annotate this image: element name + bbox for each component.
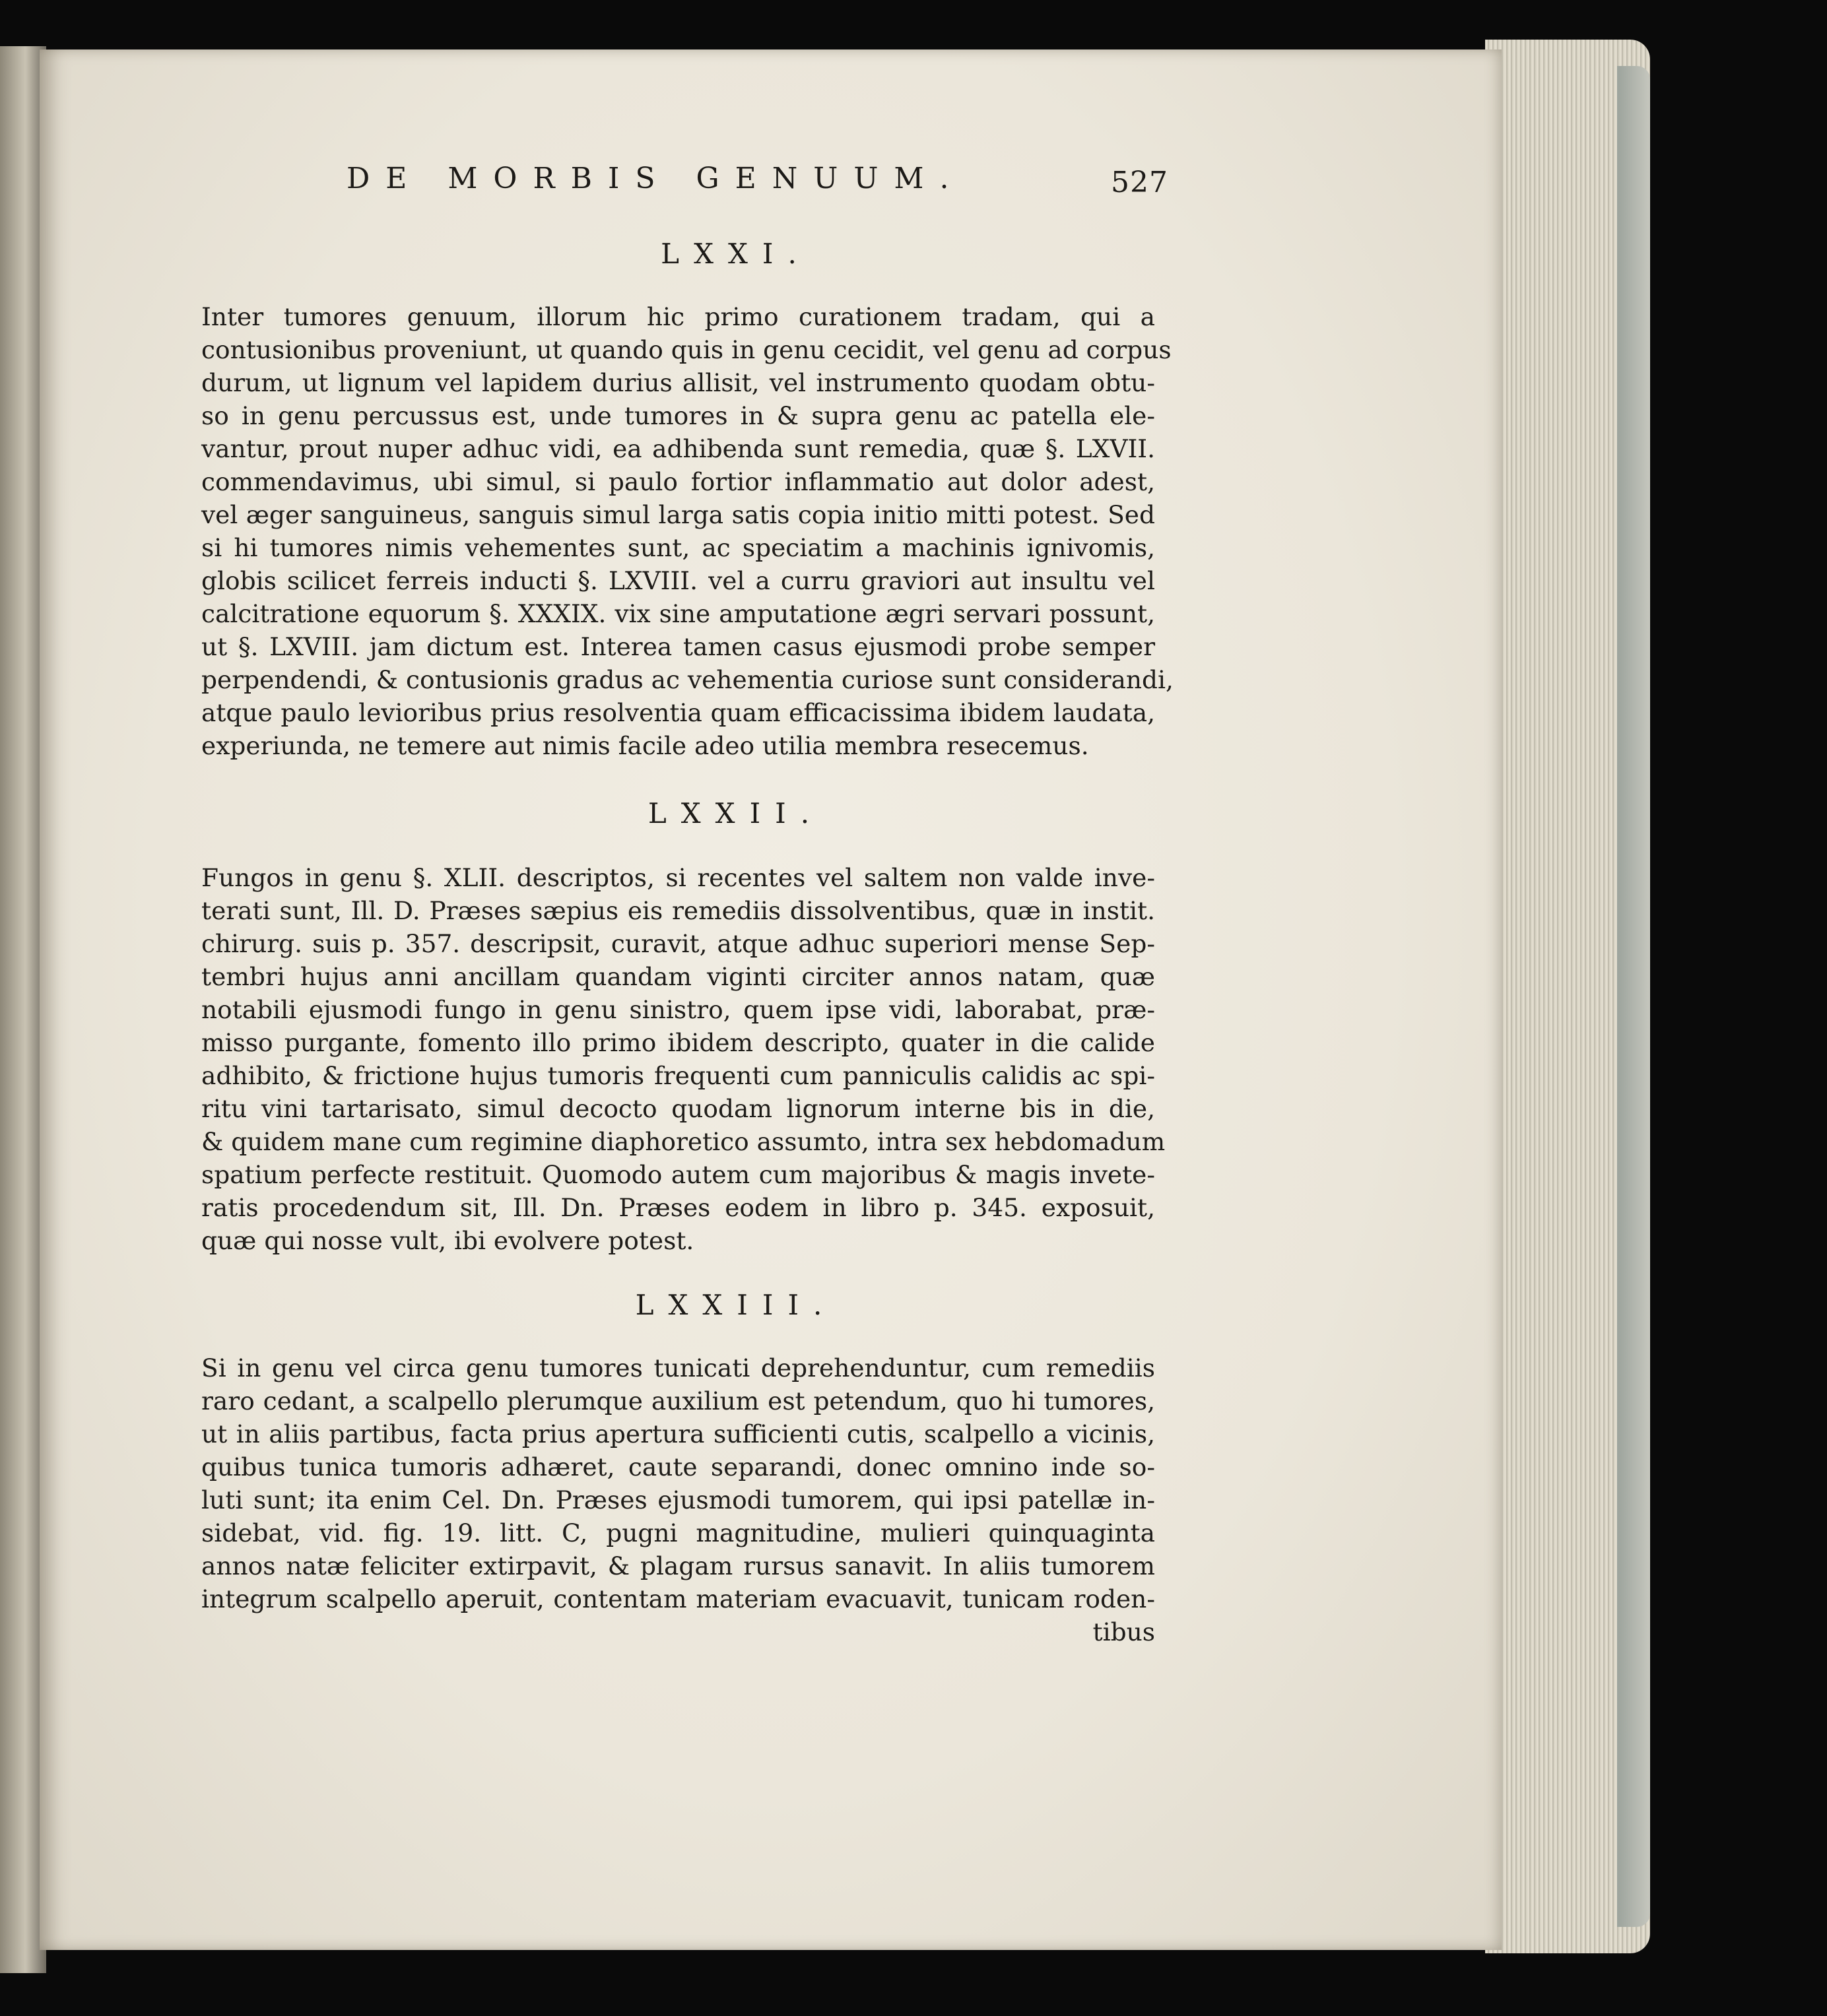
- catchword: tibus: [1092, 1617, 1155, 1646]
- running-title: DE MORBIS GENUUM.: [347, 162, 965, 195]
- text-line: & quidem mane cum regimine diaphoretico assumto, intra sex hebdomadum: [201, 1127, 1166, 1156]
- text-line: quæ qui nosse vult, ibi evolvere potest.: [201, 1226, 694, 1255]
- text-line: spatium perfecte restituit. Quomodo autem cum majoribus & magis invete-: [201, 1160, 1155, 1189]
- text-line: tembri hujus anni ancillam quandam viginti circiter annos natam, quæ: [201, 962, 1155, 991]
- section-paragraph: [201, 1351, 1155, 1648]
- text-line: perpendendi, & contusionis gradus ac vehementia curiose sunt considerandi,: [201, 665, 1174, 694]
- text-line: quibus tunica tumoris adhæret, caute separandi, donec omnino inde so-: [201, 1452, 1155, 1481]
- text-line: atque paulo levioribus prius resolventia quam efficacissima ibidem laudata,: [201, 698, 1155, 727]
- text-line: durum, ut lignum vel lapidem durius allisit, vel instrumento quodam obtu-: [201, 368, 1155, 397]
- text-line: terati sunt, Ill. D. Præses sæpius eis remediis dissolventibus, quæ in instit.: [201, 896, 1155, 925]
- text-line: vantur, prout nuper adhuc vidi, ea adhibenda sunt remedia, quæ §. LXVII.: [201, 434, 1155, 463]
- text-line: Inter tumores genuum, illorum hic primo curationem tradam, qui a: [201, 302, 1155, 331]
- text-line: Si in genu vel circa genu tumores tunicati deprehenduntur, cum remediis: [201, 1353, 1155, 1382]
- text-line: raro cedant, a scalpello plerumque auxilium est petendum, quo hi tumores,: [201, 1386, 1155, 1415]
- text-line: so in genu percussus est, unde tumores in & supra genu ac patella ele-: [201, 401, 1155, 430]
- text-line: contusionibus proveniunt, ut quando quis in genu cecidit, vel genu ad corpus: [201, 335, 1172, 364]
- text-line: notabili ejusmodi fungo in genu sinistro, quem ipse vidi, laborabat, præ-: [201, 995, 1155, 1024]
- text-line: ratis procedendum sit, Ill. Dn. Præses eodem in libro p. 345. exposuit,: [201, 1193, 1155, 1222]
- text-line: adhibito, & frictione hujus tumoris frequenti cum panniculis calidis ac spi-: [201, 1061, 1155, 1090]
- text-line: sidebat, vid. fig. 19. litt. C, pugni magnitudine, mulieri quinquaginta: [201, 1518, 1155, 1547]
- text-line: annos natæ feliciter extirpavit, & plagam rursus sanavit. In aliis tumorem: [201, 1551, 1155, 1580]
- text-line: chirurg. suis p. 357. descripsit, curavit, atque adhuc superiori mense Sep-: [201, 929, 1155, 958]
- text-line: si hi tumores nimis vehementes sunt, ac speciatim a machinis ignivomis,: [201, 533, 1155, 562]
- section-heading: LXXII.: [648, 797, 824, 829]
- page-number: 527: [1111, 166, 1168, 199]
- text-line: ritu vini tartarisato, simul decocto quodam lignorum interne bis in die,: [201, 1094, 1155, 1123]
- book-fore-edge: [1485, 40, 1650, 1953]
- text-line: Fungos in genu §. XLII. descriptos, si recentes vel saltem non valde inve-: [201, 863, 1155, 892]
- text-line: integrum scalpello aperuit, contentam materiam evacuavit, tunicam roden-: [201, 1584, 1155, 1613]
- section-heading: LXXI.: [661, 238, 811, 270]
- text-line: ut §. LXVIII. jam dictum est. Interea tamen casus ejusmodi probe semper: [201, 632, 1155, 661]
- text-line: misso purgante, fomento illo primo ibidem descripto, quater in die calide: [201, 1028, 1155, 1057]
- section-paragraph: [201, 300, 1174, 762]
- running-head: [347, 162, 1168, 208]
- text-line: globis scilicet ferreis inducti §. LXVIII. vel a curru graviori aut insultu vel: [201, 566, 1155, 595]
- text-line: ut in aliis partibus, facta prius apertura sufficienti cutis, scalpello a vicinis,: [201, 1419, 1155, 1448]
- text-line: calcitratione equorum §. XXXIX. vix sine amputatione ægri servari possunt,: [201, 599, 1155, 628]
- text-line: commendavimus, ubi simul, si paulo fortior inflammatio aut dolor adest,: [201, 467, 1155, 496]
- text-line: luti sunt; ita enim Cel. Dn. Præses ejusmodi tumorem, qui ipsi patellæ in-: [201, 1485, 1155, 1514]
- section-paragraph: [201, 861, 1166, 1257]
- section-heading: LXXIII.: [635, 1289, 837, 1321]
- text-line: vel æger sanguineus, sanguis simul larga satis copia initio mitti potest. Sed: [201, 500, 1155, 529]
- text-line: experiunda, ne temere aut nimis facile adeo utilia membra resecemus.: [201, 731, 1089, 760]
